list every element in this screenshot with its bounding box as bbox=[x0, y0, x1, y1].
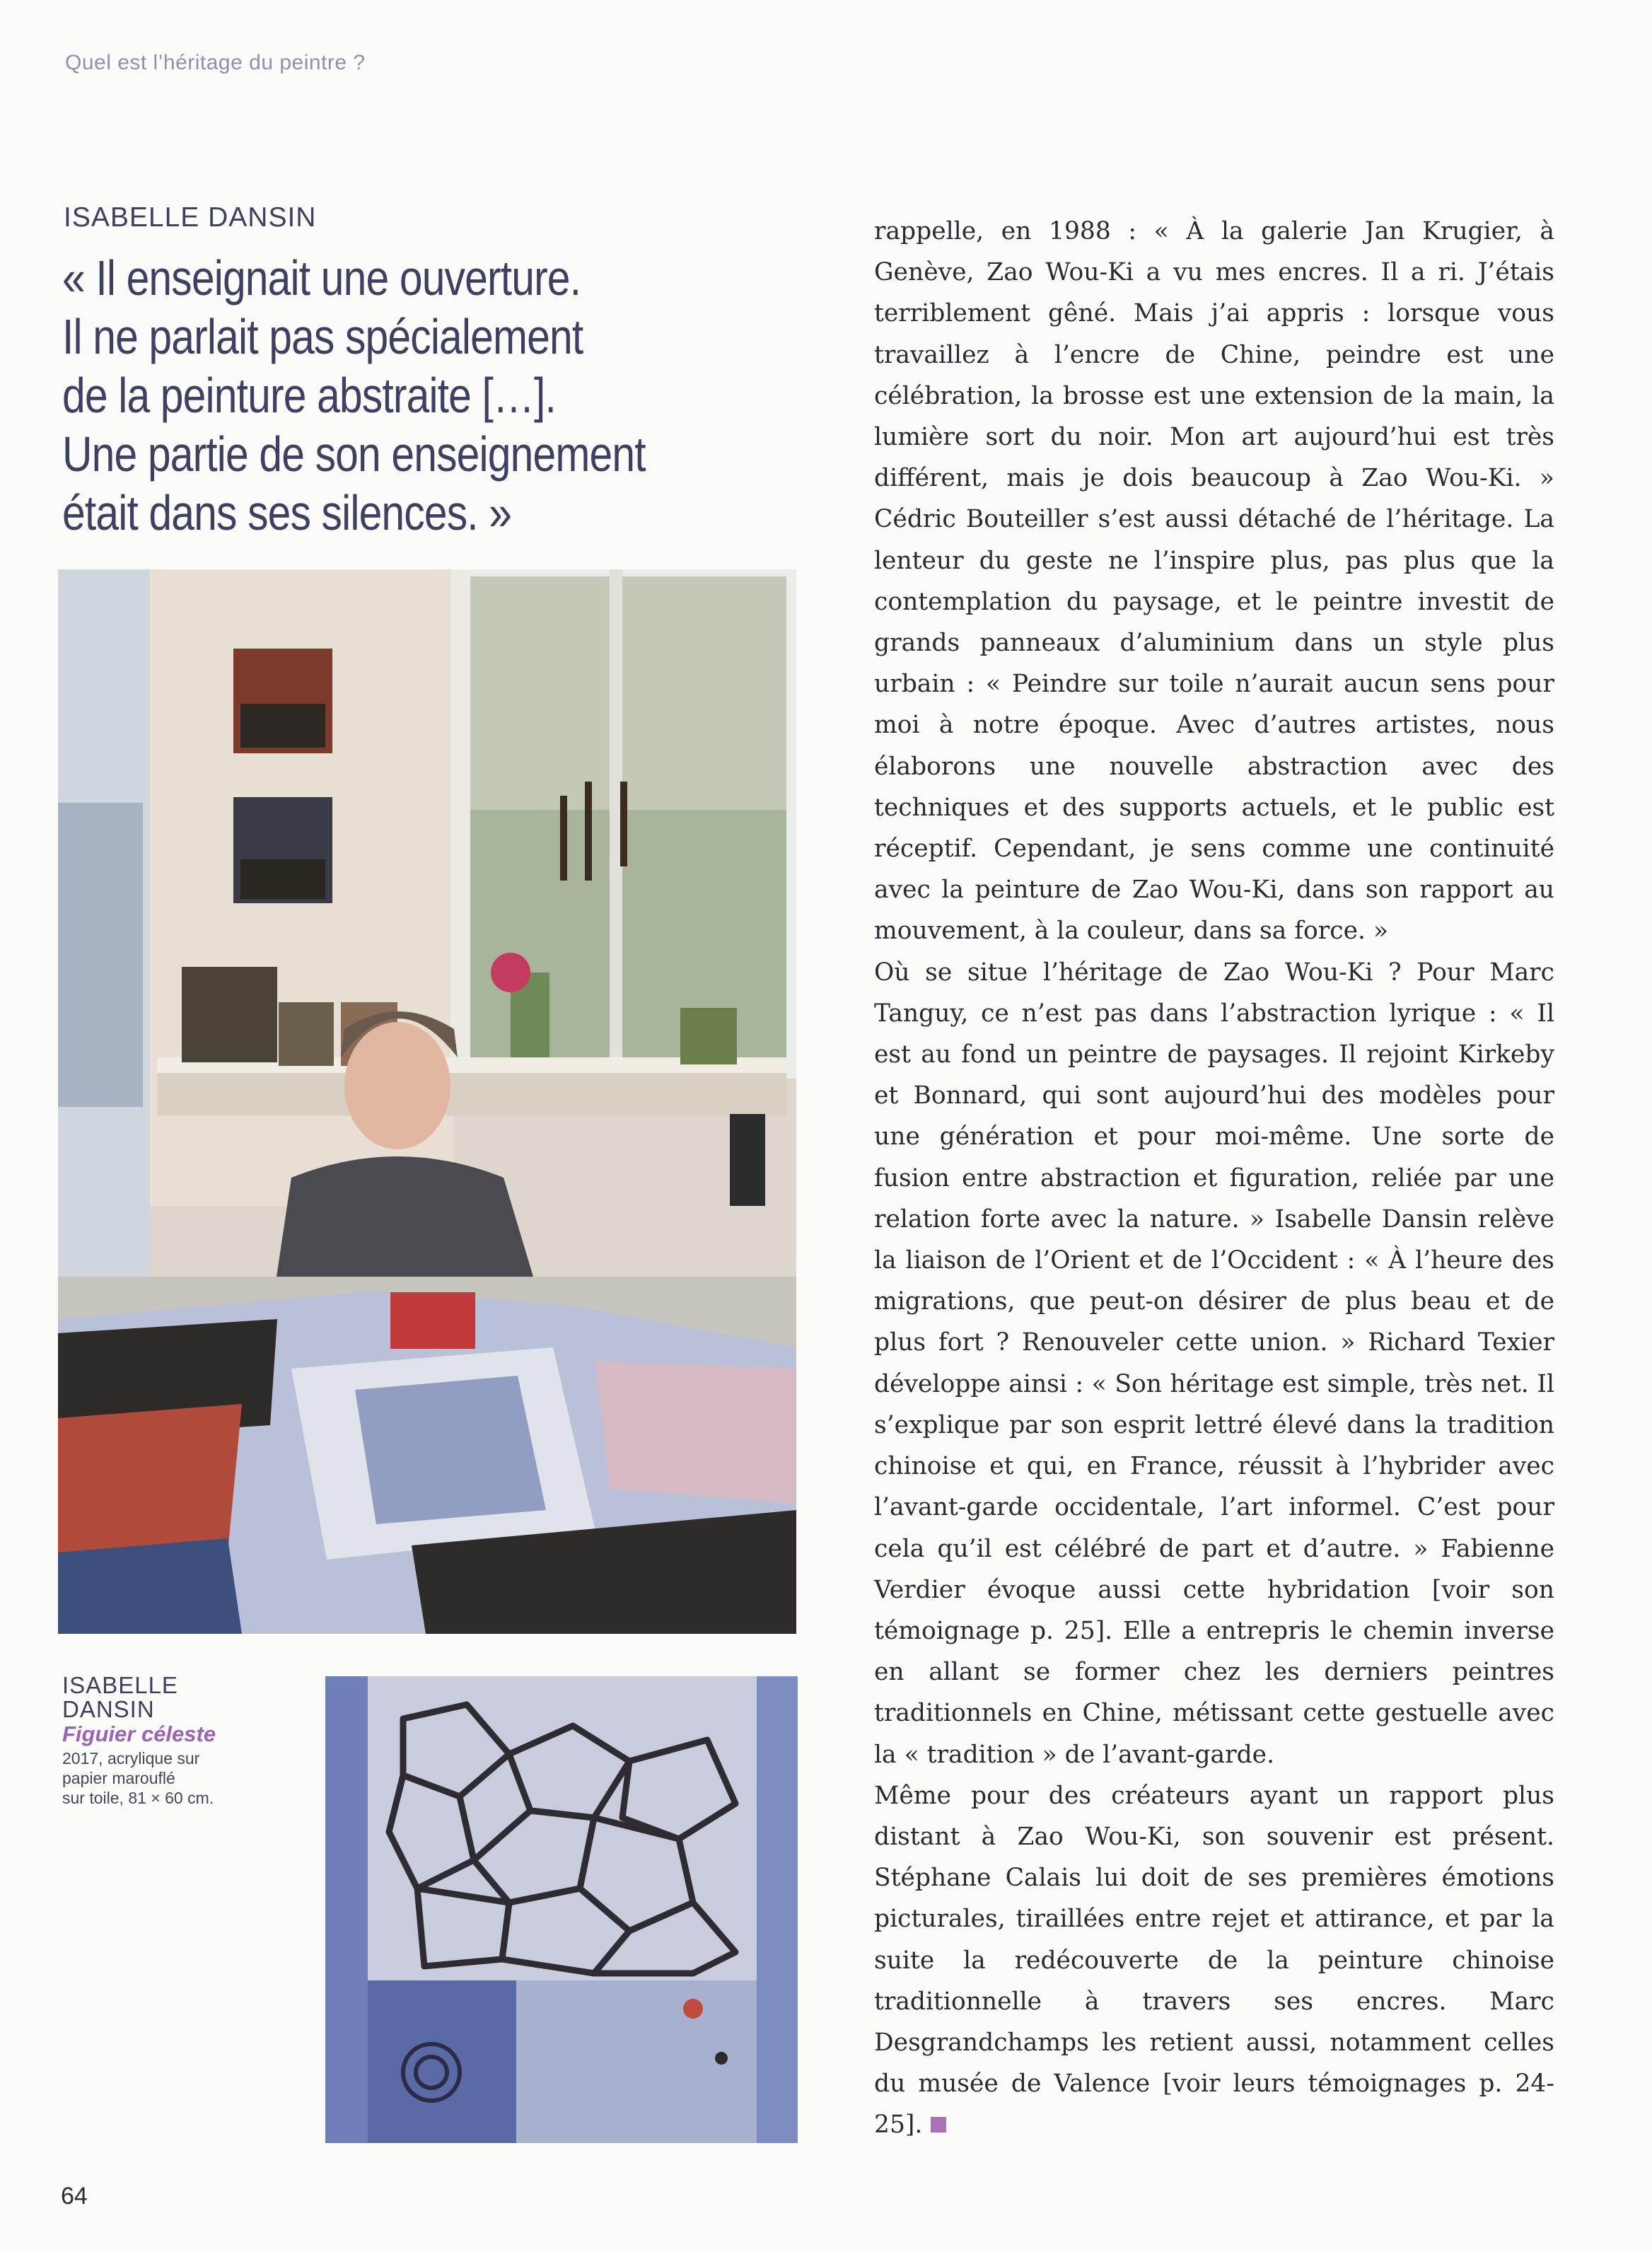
end-mark bbox=[931, 2117, 946, 2132]
quote-attribution: ISABELLE DANSIN bbox=[64, 202, 317, 233]
image-caption bbox=[62, 1673, 296, 1808]
caption-details: 2017, acrylique sur papier marouflé sur toile, 81 × 60 cm. bbox=[62, 1749, 214, 1807]
article-paragraph-text: Même pour des créateurs ayant un rapport plus distant à Zao Wou-Ki, son souvenir est présent. Stéphane Calais lui doit de ses premières émotions picturales, tiraillées entre rejet et attirance, et par la suite la redécouverte de la peinture chinoise traditionnelle à travers ses encres. Marc Desgrandchamps les retient aussi, notamment celles du musée de Valence [voir leurs témoignages p. 24-25]. bbox=[874, 1781, 1554, 2140]
article-body bbox=[874, 211, 1554, 2146]
caption-artist: ISABELLE DANSIN bbox=[62, 1672, 178, 1722]
article-paragraph: Où se situe l’héritage de Zao Wou-Ki ? Pour Marc Tanguy, ce n’est pas dans l’abstraction lyrique : « Il est au fond un peintre de paysages. Il rejoint Kirkeby et Bonnard, qui sont aujourd’hui des modèles pour une génération et pour moi-même. Une sorte de fusion entre abstraction et figuration, reliée par une relation forte avec la nature. » Isabelle Dansin relève la liaison de l’Orient et de l’Occident : « À l’heure des migrations, que peut-on désirer de plus beau et de plus fort ? Renouveler cette union. » Richard Texier développe ainsi : « Son héritage est simple, très net. Il s’explique par son esprit lettré élevé dans la tradition chinoise et qui, en France, réussit à l’hybrider avec l’avant-garde occidentale, l’art informel. C’est pour cela qu’il est célébré de part et d’autre. » Fabienne Verdier évoque aussi cette hybridation [voir son témoignage p. 25]. Elle a entrepris le chemin inverse en allant se former chez les derniers peintres traditionnels en Chine, métissant cette gestuelle avec la « tradition » de l’avant-garde. bbox=[874, 958, 1554, 1769]
pull-quote: « Il enseignait une ouverture. Il ne parlait pas spécialement de la peinture abstraite […]. Une partie de son enseignement était dans ses silences. » bbox=[62, 250, 646, 540]
running-head: Quel est l’héritage du peintre ? bbox=[65, 51, 366, 74]
article-paragraph-last bbox=[874, 1775, 1554, 2146]
artwork-image bbox=[325, 1676, 798, 2143]
studio-photo bbox=[58, 569, 796, 1634]
caption-title: Figuier céleste bbox=[62, 1722, 216, 1746]
article-paragraph: rappelle, en 1988 : « À la galerie Jan Krugier, à Genève, Zao Wou-Ki a vu mes encres. Il a ri. J’étais terriblement gêné. Mais j’ai appris : lorsque vous travaillez à l’encre de Chine, peindre est une célébration, la brosse est une extension de la main, la lumière sort du noir. Mon art aujourd’hui est très différent, mais je dois beaucoup à Zao Wou-Ki. » Cédric Bouteiller s’est aussi détaché de l’héritage. La lenteur du geste ne l’inspire plus, pas plus que la contemplation du paysage, et le peintre investit de grands panneaux d’aluminium dans un style plus urbain : « Peindre sur toile n’aurait aucun sens pour moi à notre époque. Avec d’autres artistes, nous élaborons une nouvelle abstraction avec des techniques et des supports actuels, et le public est réceptif. Cependant, je sens comme une continuité avec la peinture de Zao Wou-Ki, dans son rapport au mouvement, à la couleur, dans sa force. » bbox=[874, 217, 1554, 946]
page-number: 64 bbox=[61, 2183, 88, 2210]
